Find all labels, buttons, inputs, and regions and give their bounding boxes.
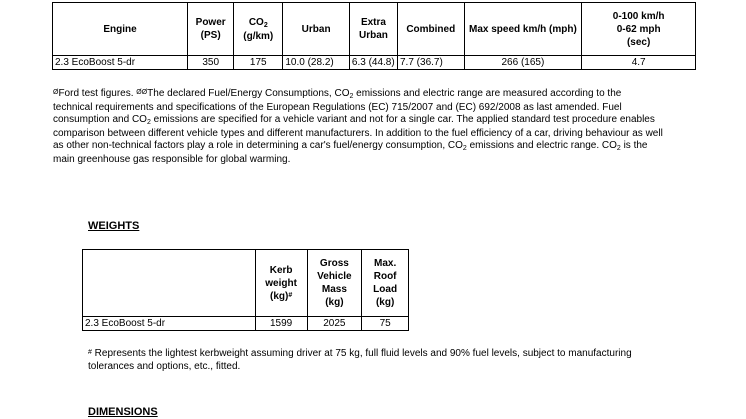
- acceleration-header-line3: (sec): [626, 36, 651, 48]
- urban-cell: 10.0 (28.2): [283, 56, 350, 70]
- footnote-text-2: The declared Fuel/Energy Consumptions, CO: [147, 88, 350, 99]
- footnote-text-3: emissions and electric range are measured according to the technical requirements and specifications of the European Regulations (EC) 715/2007 and (EC) 692/2008 as last amended. Fuel consumption and CO: [53, 88, 622, 126]
- footnote-mark-1: Ø: [53, 89, 59, 96]
- urban-header: Urban: [283, 3, 350, 56]
- gross-header-line2: Vehicle: [317, 271, 352, 282]
- kerbweight-footnote-text: Represents the lightest kerbweight assuming driver at 75 kg, full fluid levels and 90% fuel levels, subject to manufacturing tolerances and options, etc., fitted.: [88, 348, 632, 372]
- extra-urban-header: Extra Urban: [349, 3, 397, 56]
- co2-subscript-1: 2: [349, 93, 354, 100]
- extra-urban-cell: 6.3 (44.8): [349, 56, 397, 70]
- co2-header-subscript: 2: [263, 21, 268, 29]
- engine-header: Engine: [53, 3, 188, 56]
- co2-subscript-3: 2: [462, 145, 467, 153]
- engine-performance-table: [52, 2, 696, 70]
- kerb-header-mark: #: [288, 291, 293, 299]
- weights-table: [82, 249, 409, 331]
- gross-header-line3: Mass: [321, 284, 347, 295]
- co2-cell: 175: [234, 56, 283, 70]
- weights-heading: WEIGHTS: [88, 220, 140, 232]
- acceleration-header: [582, 3, 696, 56]
- kerb-header-line2: weight: [265, 277, 297, 289]
- roof-header-line2: Roof: [373, 271, 397, 282]
- engine-table-header-row: [53, 3, 696, 56]
- dimensions-heading: DIMENSIONS: [88, 406, 158, 418]
- acceleration-header-line2: 0-62 mph: [616, 23, 661, 35]
- kerb-header-line1: Kerb: [269, 264, 293, 276]
- kerb-header-line3: (kg): [270, 290, 289, 302]
- co2-header-label: CO: [248, 16, 264, 28]
- weights-engine-cell: 2.3 EcoBoost 5-dr: [83, 317, 256, 331]
- kerb-weight-header: [255, 250, 307, 317]
- footnote-text-5: emissions and electric range. CO: [466, 140, 617, 152]
- weights-engine-header: [83, 250, 256, 317]
- weights-header-row: [83, 250, 409, 317]
- footnote-mark-2: ØØ: [136, 89, 148, 96]
- acceleration-header-line1: 0-100 km/h: [612, 10, 665, 22]
- max-speed-cell: 266 (165): [464, 56, 582, 70]
- gross-vehicle-mass-cell: 2025: [307, 317, 362, 331]
- roof-header-line1: Max.: [374, 258, 397, 269]
- power-header: Power (PS): [188, 3, 234, 56]
- footnote-text-1: Ford test figures.: [58, 88, 137, 99]
- combined-header: Combined: [398, 3, 465, 56]
- roof-header-line3: Load: [373, 284, 398, 295]
- gross-header-line4: (kg): [325, 297, 344, 308]
- footnote-text-4: emissions are specified for a vehicle variant and not for a single car. The applied standard test procedure enables comparison between different vehicle types and different manufacturers. In addition to the fuel efficiency of a car, driving behaviour as well as other non-technical factors play a role in determining a car's fuel/energy consumption, CO: [53, 114, 663, 152]
- co2-header: [234, 3, 283, 56]
- co2-subscript-4: 2: [616, 145, 621, 153]
- max-roof-load-cell: 75: [362, 317, 409, 331]
- power-cell: 350: [188, 56, 234, 70]
- engine-cell: 2.3 EcoBoost 5-dr: [53, 56, 188, 70]
- gross-vehicle-mass-header: [307, 250, 362, 317]
- table-row: [83, 317, 409, 331]
- co2-subscript-2: 2: [146, 119, 151, 127]
- roof-header-line4: (kg): [375, 297, 395, 308]
- gross-header-line1: Gross: [319, 258, 349, 269]
- kerbweight-footnote: [88, 348, 648, 373]
- table-row: [53, 56, 696, 70]
- co2-header-unit: (g/km): [243, 30, 274, 42]
- max-roof-load-header: [362, 250, 409, 317]
- kerb-weight-cell: 1599: [255, 317, 307, 331]
- fuel-consumption-footnote: [53, 88, 663, 167]
- max-speed-header: Max speed km/h (mph): [464, 3, 582, 56]
- footnote-text-6: is the main greenhouse gas responsible for global warming.: [53, 140, 648, 165]
- combined-cell: 7.7 (36.7): [398, 56, 465, 70]
- acceleration-cell: 4.7: [582, 56, 696, 70]
- kerbweight-footnote-mark: #: [88, 349, 92, 356]
